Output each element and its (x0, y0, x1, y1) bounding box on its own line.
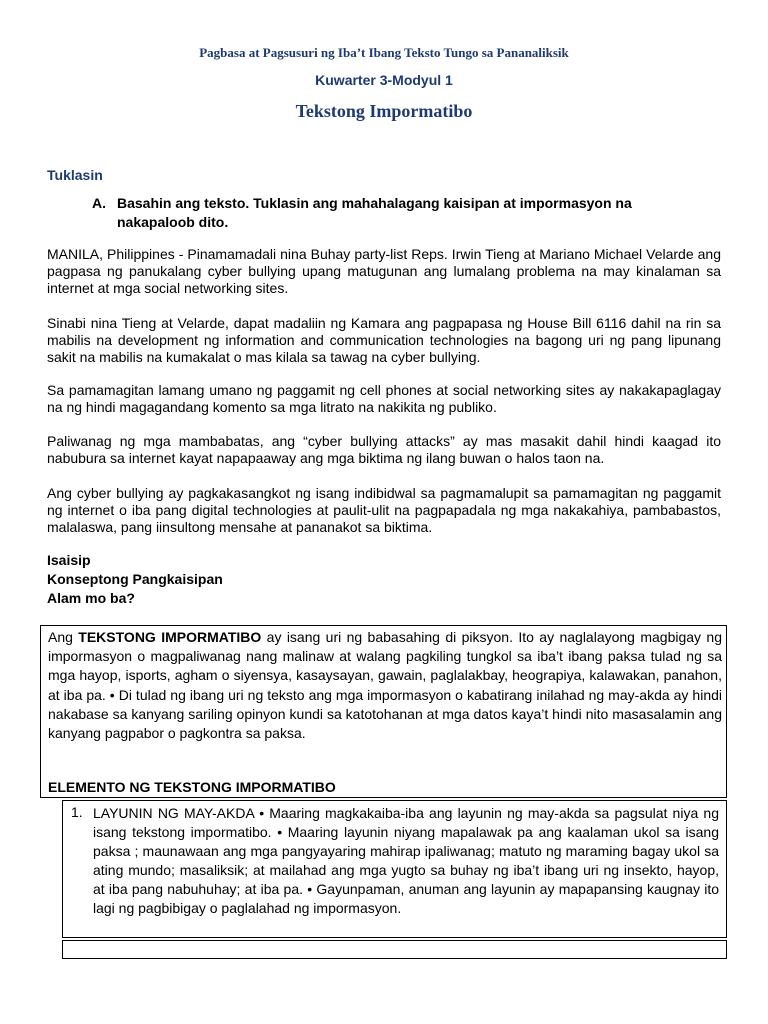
isaisip-heading: Isaisip (47, 552, 91, 568)
page-title: Tekstong Impormatibo (295, 101, 473, 121)
definition-body: ay isang uri ng babasahing di piksyon. Ito ay naglalayong magbigay ng impormasyon o magpaliwanag nang malinaw at walang pagkiling tungkol sa iba’t ibang paksa tulad ng sa mga hayop, isports, agham o siyensya, kasaysayan, gawain, paglalakbay, heograpiya, kalawakan, panahon, at iba pa. • Di tulad ng ibang uri ng teksto ang mga impormasyon o kabatirang inilahad ng may-akda ay hindi nakabase sa kanyang sariling opinyon kundi sa katotohanan at mga datos kaya’t hindi nito masasalamin ang kanyang pagpabor o pagkontra sa paksa. (48, 629, 722, 742)
element-number: 1. (71, 804, 83, 820)
instruction-item (92, 194, 702, 232)
definition-box (40, 625, 727, 798)
tuklasin-heading: Tuklasin (47, 167, 103, 183)
empty-table-row (62, 940, 727, 959)
elements-heading: ELEMENTO NG TEKSTONG IMPORMATIBO (48, 779, 336, 795)
article-paragraph: Ang cyber bullying ay pagkakasangkot ng isang indibidwal sa pagmamalupit sa pamamagitan ng paggamit ng internet o iba pang digital technologies at paulit-ulit na pagpapadala ng mga nakakahiya, pambabastos, malalaswa, pang iinsultong mensahe at pananakot sa biktima. (47, 485, 721, 535)
quarter-module-label: Kuwarter 3-Modyul 1 (315, 72, 453, 88)
definition-term: TEKSTONG IMPORMATIBO (78, 629, 262, 645)
element-item-box (62, 800, 727, 938)
definition-lead: Ang (48, 629, 79, 645)
article-paragraph: MANILA, Philippines - Pinamamadali nina Buhay party-list Reps. Irwin Tieng at Mariano Michael Velarde ang pagpasa ng panukalang cyber bullying upang matugunan ang lumalang problema na may kinalaman sa internet at mga social networking sites. (47, 246, 721, 296)
instruction-text: Basahin ang teksto. Tuklasin ang mahahalagang kaisipan at impormasyon na nakapaloob dito. (117, 195, 632, 230)
element-text: LAYUNIN NG MAY-AKDA • Maaring magkakaiba-iba ang layunin ng may-akda sa pagsulat niya ng isang tekstong impormatibo. • Maaring layunin niyang mapalawak pa ang kaalaman ukol sa isang paksa ; maunawaan ang mga pangyayaring mahirap ipaliwanag; matuto ng maraming bagay ukol sa ating mundo; masaliksik; at mailahad ang mga yugto sa buhay ng iba’t ibang uri ng insekto, hayop, at iba pang nabuhuhay; at iba pa. • Gayunpaman, anuman ang layunin ay mapapansing kaugnay ito lagi ng pagbibigay o paglalahad ng impormasyon. (93, 805, 719, 916)
concept-heading: Konseptong Pangkaisipan (47, 571, 223, 587)
instruction-letter: A. (92, 195, 106, 211)
isaisip-block (47, 551, 223, 608)
article-paragraph: Sinabi nina Tieng at Velarde, dapat madaliin ng Kamara ang pagpapasa ng House Bill 6116 dahil na rin sa mabilis na development ng information and communication technologies na bagong uri ng pang lipunang sakit na mabilis na kumakalat o mas kilala sa tawag na cyber bullying. (47, 315, 721, 365)
definition-text (48, 628, 722, 743)
subject-title: Pagbasa at Pagsusuri ng Iba’t Ibang Teksto Tungo sa Pananaliksik (199, 45, 569, 60)
article-paragraph: Paliwanag ng mga mambabatas, ang “cyber bullying attacks” ay mas masakit dahil hindi kaagad ito nabubura sa internet kayat napapaaway ang mga biktima ng ilang buwan o halos taon na. (47, 433, 721, 466)
article-paragraph: Sa pamamagitan lamang umano ng paggamit ng cell phones at social networking sites ay nakakapaglagay na ng hindi magagandang komento sa mga litrato na nakikita ng publiko. (47, 382, 721, 415)
question-heading: Alam mo ba? (47, 590, 135, 606)
